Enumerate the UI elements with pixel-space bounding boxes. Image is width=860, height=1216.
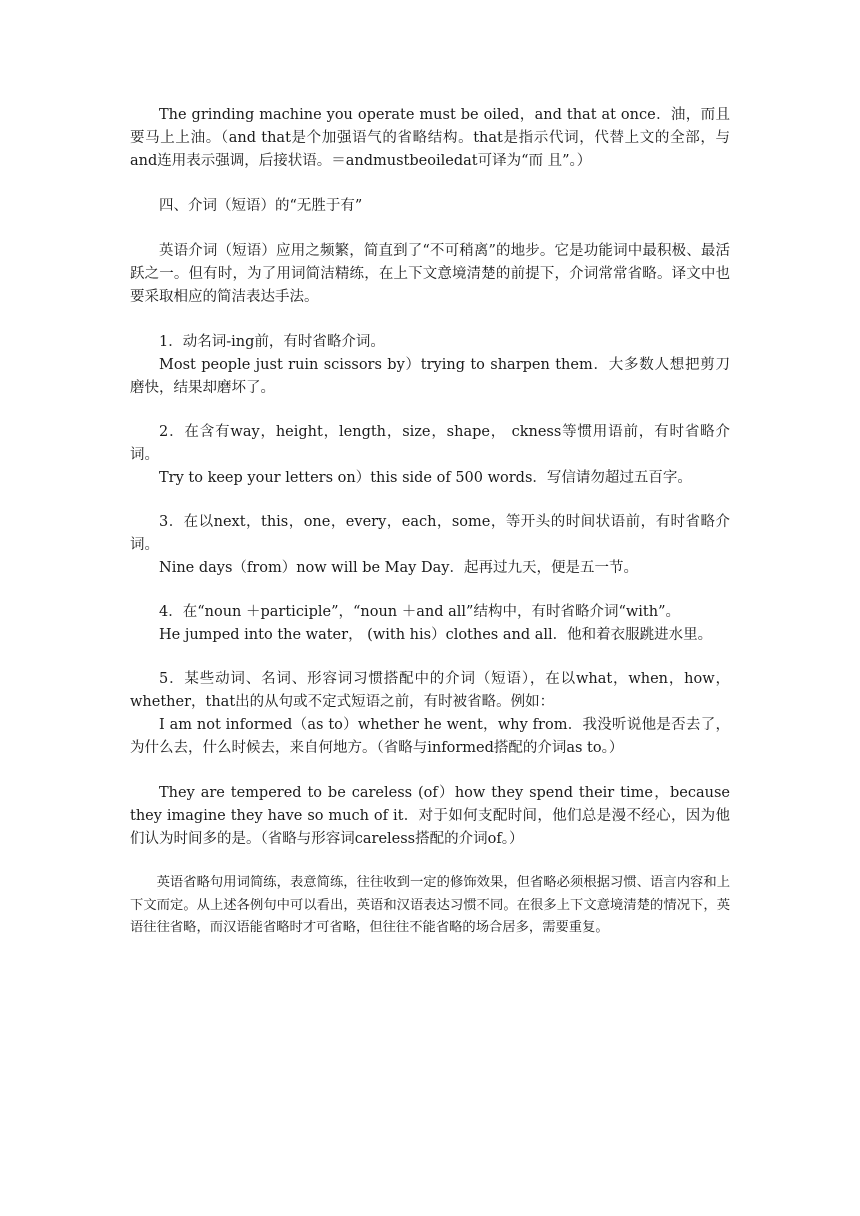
example-4: He jumped into the water， (with his）clothes and all．他和着衣服跳进水里。 [159, 627, 713, 643]
example-3: Nine days（from）now will be May Day．起再过九天，便是五一节。 [159, 560, 638, 576]
rule-1: 1．动名词-ing前，有时省略介词。 [159, 334, 385, 350]
example-6: They are tempered to be careless (of）how they spend their time，because they imagine they have so much of it．对于如何支配时间，他们总是漫不经心，因为他们认为时间多的是。（省略与形容词careless搭配的介词of。） [130, 785, 730, 847]
summary-paragraph: 英语省略句用词简练，表意简练，往往收到一定的修饰效果，但省略必须根据习惯、语言内容和上下文而定。从上述各例句中可以看出，英语和汉语表达习惯不同。在很多上下文意境清楚的情况下，英语往往省略，而汉语能省略时才可省略，但往往不能省略的场合居多，需要重复。 [130, 875, 730, 935]
rule-4: 4．在“noun ＋participle”，“noun ＋and all”结构中，有时省略介词“with”。 [159, 604, 681, 620]
rule-2: 2．在含有way，height，length，size，shape， ckness等惯用语前，有时省略介词。 [130, 424, 730, 463]
rule-3: 3．在以next，this，one，every，each，some，等开头的时间状语前，有时省略介词。 [130, 514, 730, 553]
example-5: I am not informed（as to）whether he went，why from．我没听说他是否去了，为什么去，什么时候去，来自何地方。（省略与informed搭配的介词as to。） [130, 717, 730, 756]
document-page [130, 104, 730, 940]
paragraph-preposition-intro: 英语介词（短语）应用之频繁，简直到了“不可稍离”的地步。它是功能词中最积极、最活跃之一。但有时，为了用词简洁精练，在上下文意境清楚的前提下，介词常常省略。译文中也要采取相应的简洁表达手法。 [130, 243, 730, 305]
paragraph-and-that-example: The grinding machine you operate must be oiled，and that at once．油，而且要马上上油。（and that是个加强语气的省略结构。that是指示代词，代替上文的全部，与and连用表示强调，后接状语。＝andmustbeoiledat可译为“而 且”。） [130, 107, 730, 169]
example-1: Most people just ruin scissors by）trying to sharpen them．大多数人想把剪刀磨快，结果却磨坏了。 [130, 357, 730, 396]
rule-5: 5．某些动词、名词、形容词习惯搭配中的介词（短语），在以what，when，how，whether，that出的从句或不定式短语之前，有时被省略。例如： [130, 671, 730, 710]
section-heading-4: 四、介词（短语）的“无胜于有” [159, 198, 363, 214]
example-2: Try to keep your letters on）this side of 500 words．写信请勿超过五百字。 [159, 470, 692, 486]
